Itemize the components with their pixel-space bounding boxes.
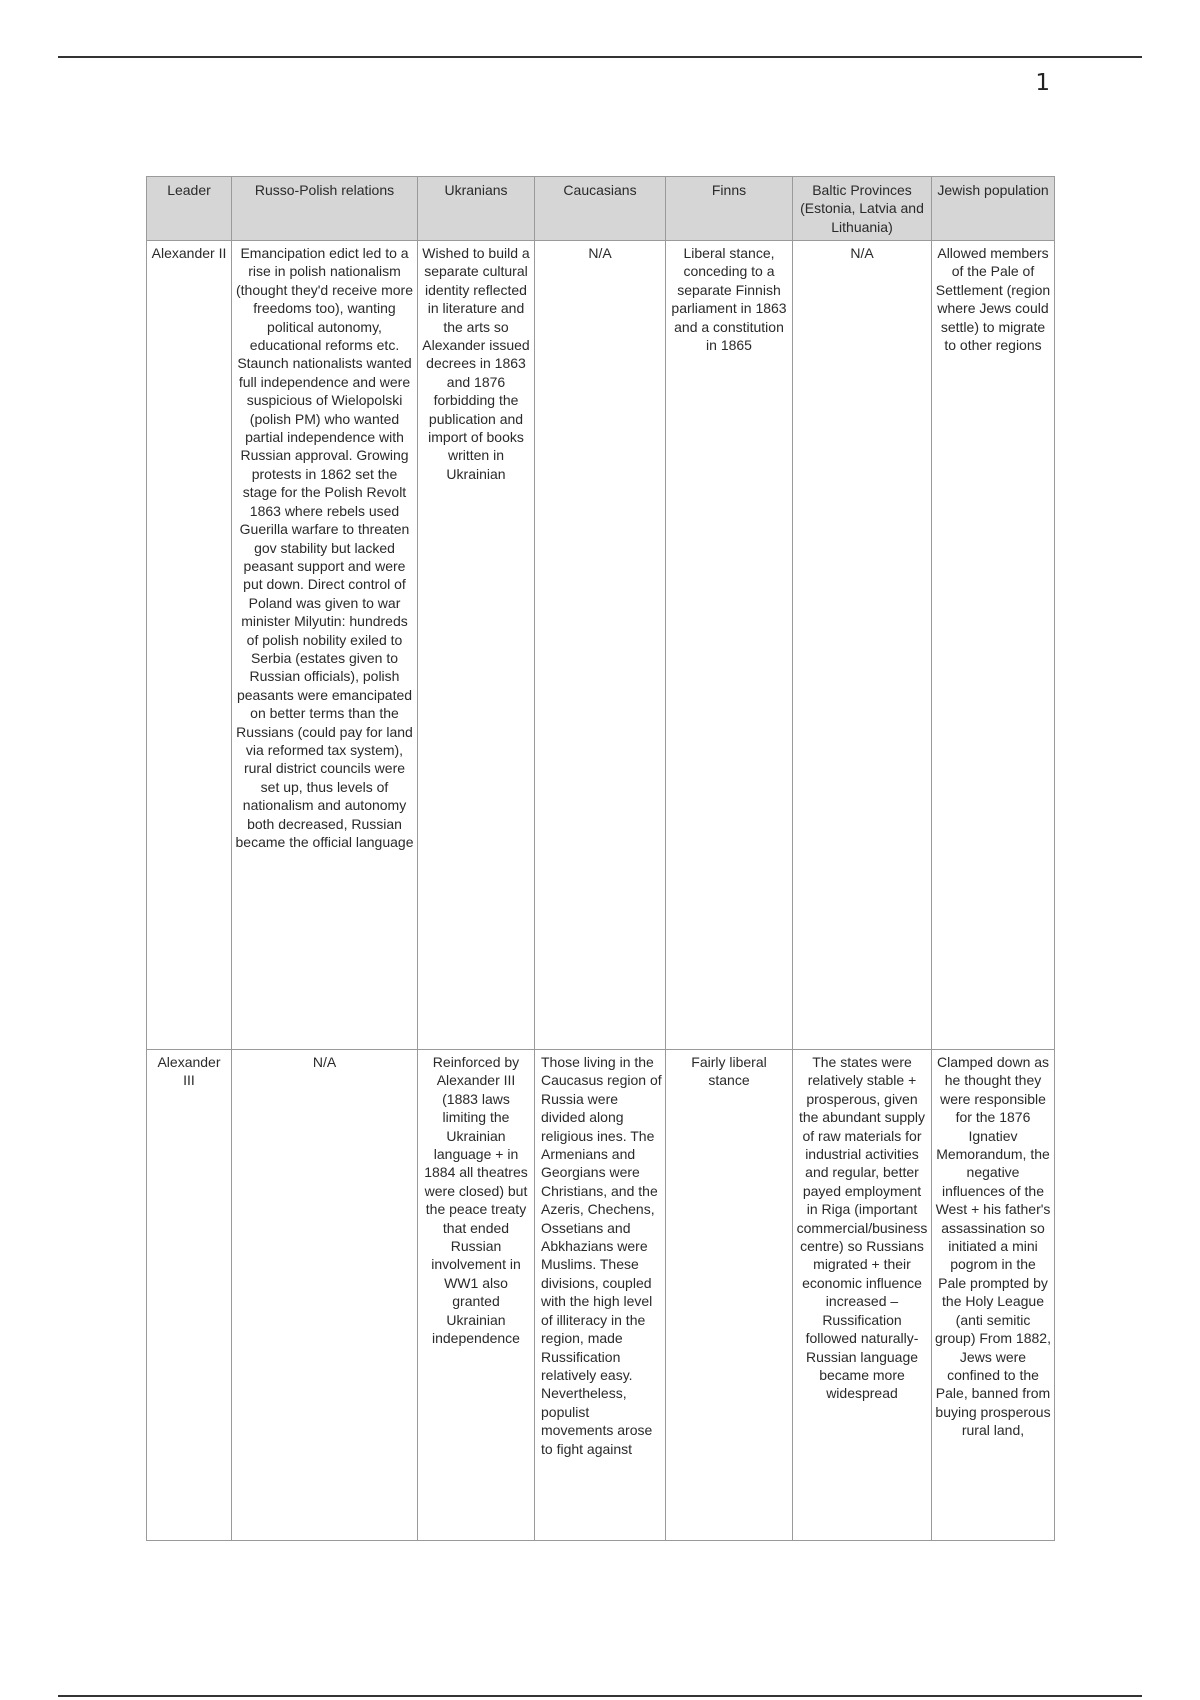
header-row [147, 177, 1055, 241]
cell-finns: Fairly liberal stance [666, 1050, 793, 1541]
cell-caucasians: Those living in the Caucasus region of Russia were divided along religious ines. The Armenians and Georgians were Christians, and the Azeris, Chechens, Ossetians and Abkhazians were Muslims. These divisions, coupled with the high level of illiteracy in the region, made Russification relatively easy. Nevertheless, populist movements arose to fight against [535, 1050, 666, 1541]
table-row [147, 241, 1055, 1050]
header-finns: Finns [666, 177, 793, 241]
cell-russo-polish: Emancipation edict led to a rise in polish nationalism (thought they'd receive more freedoms too), wanting political autonomy, educational reforms etc. Staunch nationalists wanted full independence and were suspicious of Wielopolski (polish PM) who wanted partial independence with Russian approval. Growing protests in 1862 set the stage for the Polish Revolt 1863 where rebels used Guerilla warfare to threaten gov stability but lacked peasant support and were put down. Direct control of Poland was given to war minister Milyutin: hundreds of polish nobility exiled to Serbia (estates given to Russian officials), polish peasants were emancipated on better terms than the Russians (could pay for land via reformed tax system), rural district councils were set up, thus levels of nationalism and autonomy both decreased, Russian became the official language [232, 241, 418, 1050]
footer-rule [58, 1695, 1142, 1697]
table-row [147, 1050, 1055, 1541]
header-russo-polish: Russo-Polish relations [232, 177, 418, 241]
cell-baltic: N/A [793, 241, 932, 1050]
cell-caucasians: N/A [535, 241, 666, 1050]
russification-table [146, 176, 1055, 1541]
cell-leader: Alexander III [147, 1050, 232, 1541]
cell-russo-polish: N/A [232, 1050, 418, 1541]
cell-jewish: Allowed members of the Pale of Settlement (region where Jews could settle) to migrate to other regions [932, 241, 1055, 1050]
cell-ukranians: Wished to build a separate cultural identity reflected in literature and the arts so Alexander issued decrees in 1863 and 1876 forbidding the publication and import of books written in Ukrainian [418, 241, 535, 1050]
cell-baltic: The states were relatively stable + prosperous, given the abundant supply of raw materials for industrial activities and regular, better payed employment in Riga (important commercial/business centre) so Russians migrated + their economic influence increased – Russification followed naturally- Russian language became more widespread [793, 1050, 932, 1541]
cell-leader: Alexander II [147, 241, 232, 1050]
cell-jewish: Clamped down as he thought they were responsible for the 1876 Ignatiev Memorandum, the negative influences of the West + his father's assassination so initiated a mini pogrom in the Pale prompted by the Holy League (anti semitic group) From 1882, Jews were confined to the Pale, banned from buying prosperous rural land, [932, 1050, 1055, 1541]
header-caucasians: Caucasians [535, 177, 666, 241]
cell-ukranians: Reinforced by Alexander III (1883 laws limiting the Ukrainian language + in 1884 all theatres were closed) but the peace treaty that ended Russian involvement in WW1 also granted Ukrainian independence [418, 1050, 535, 1541]
page-number: 1 [1035, 70, 1050, 96]
header-leader: Leader [147, 177, 232, 241]
header-jewish: Jewish population [932, 177, 1055, 241]
header-rule [58, 56, 1142, 58]
header-baltic: Baltic Provinces (Estonia, Latvia and Lithuania) [793, 177, 932, 241]
cell-finns: Liberal stance, conceding to a separate Finnish parliament in 1863 and a constitution in 1865 [666, 241, 793, 1050]
header-ukranians: Ukranians [418, 177, 535, 241]
